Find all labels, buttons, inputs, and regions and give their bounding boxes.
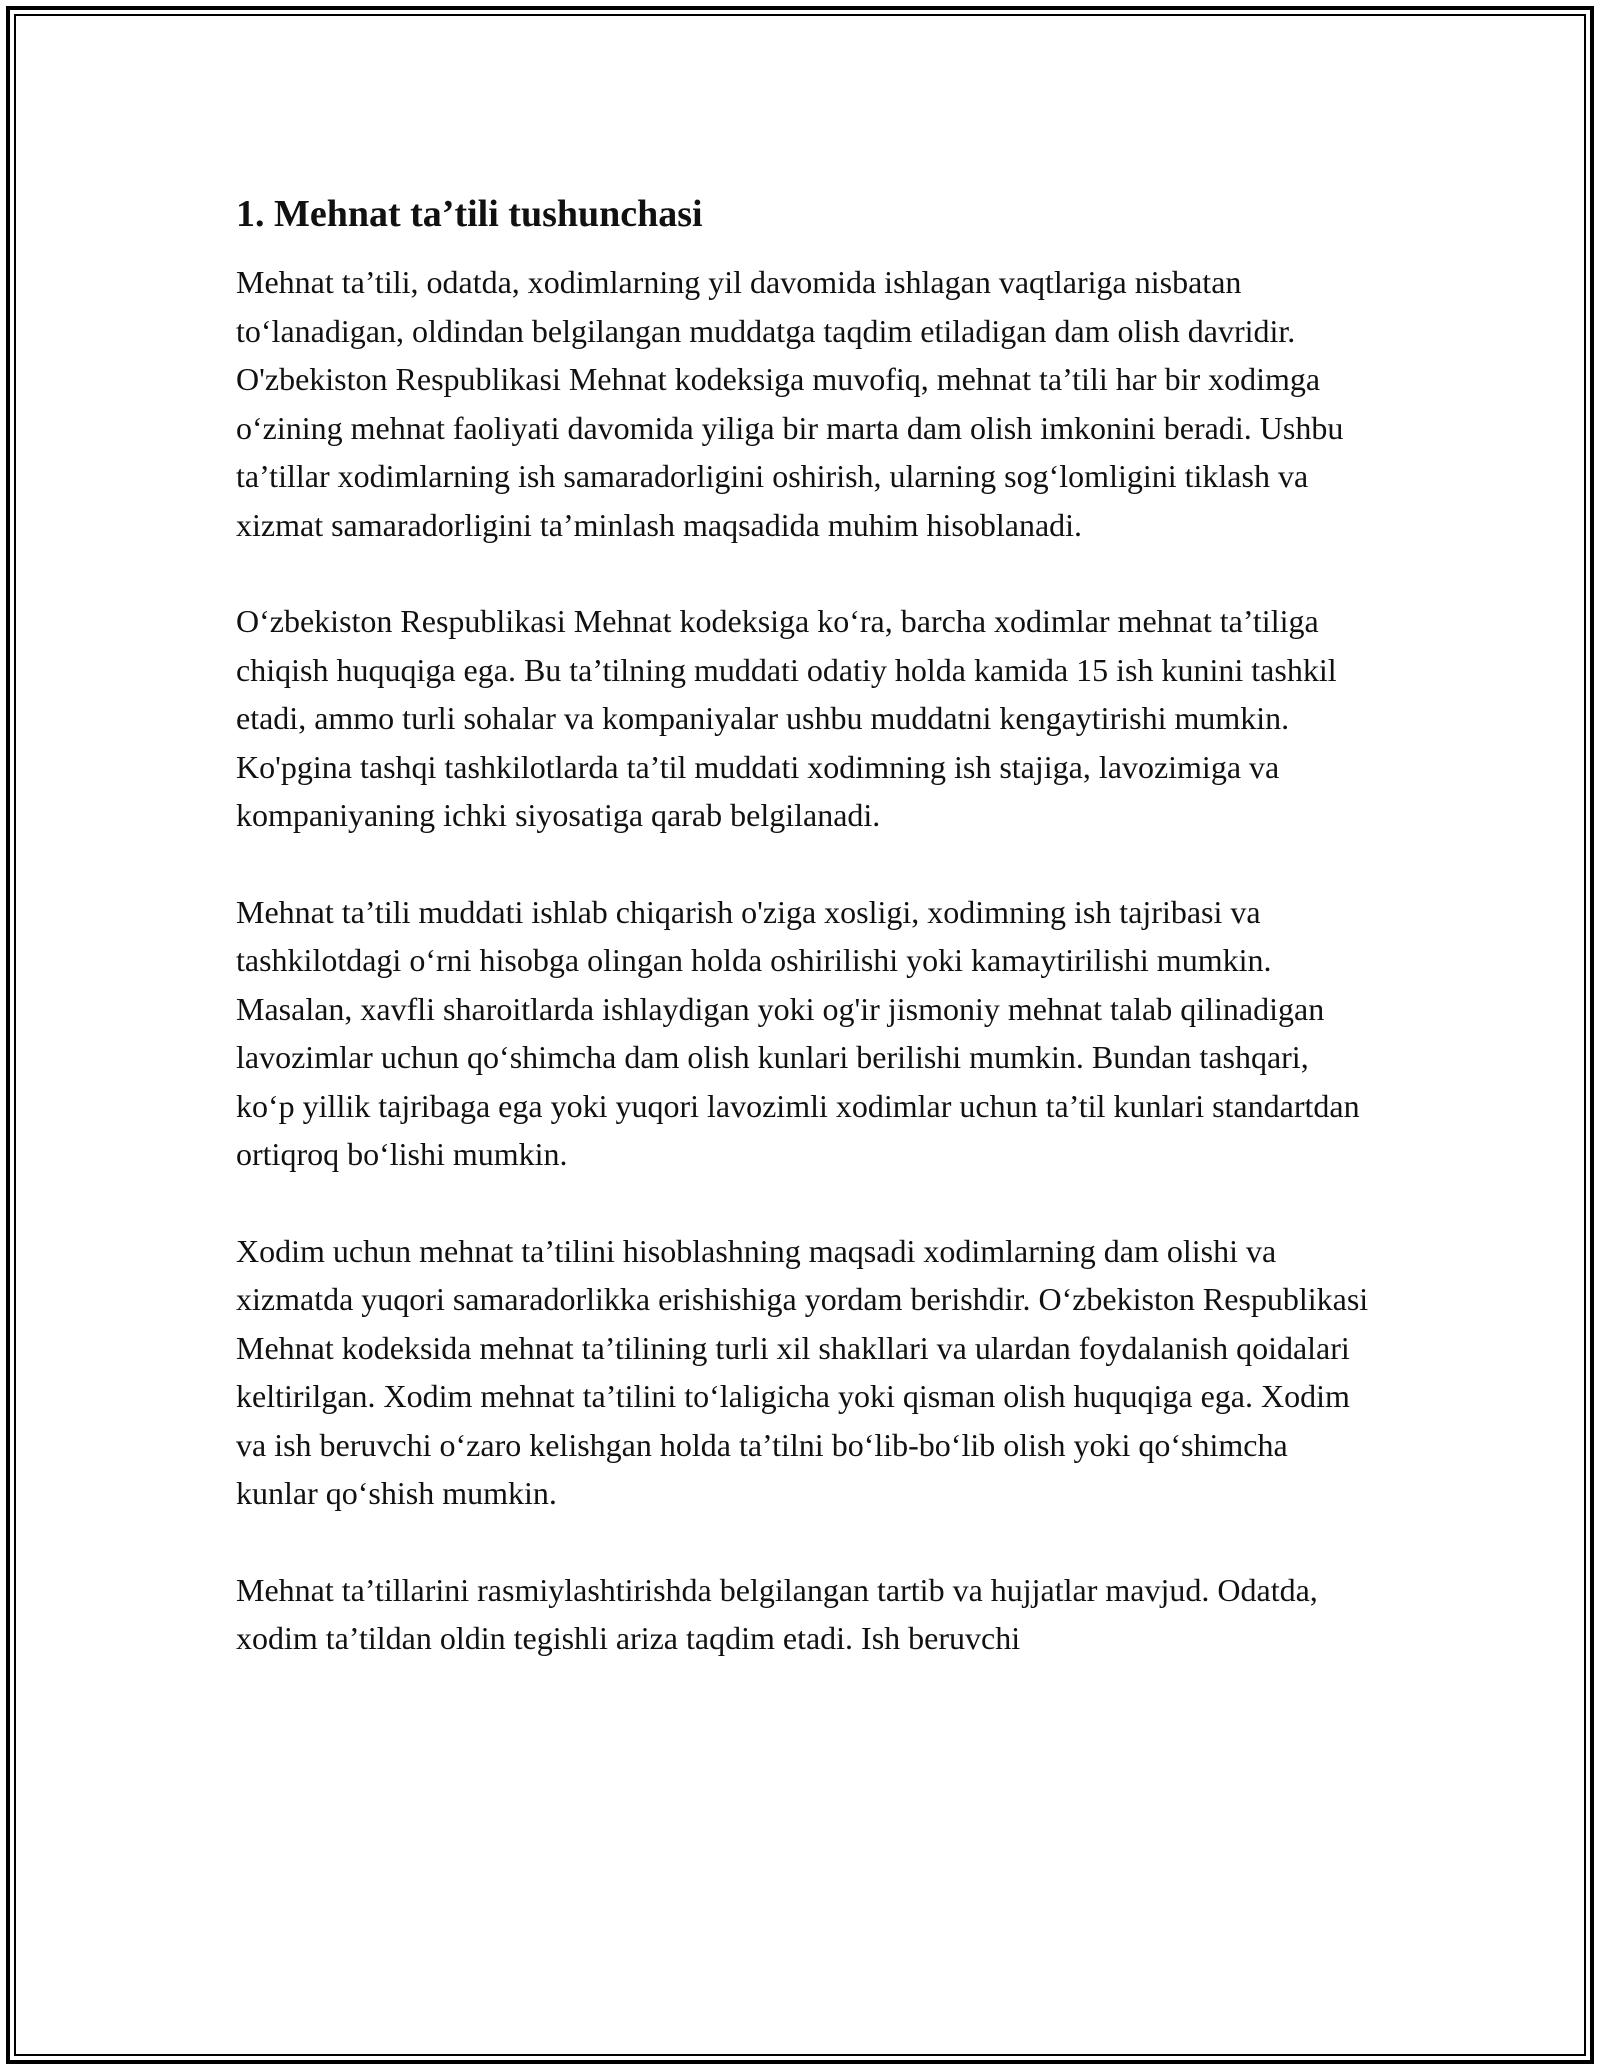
paragraph-2: O‘zbekiston Respublikasi Mehnat kodeksiga ko‘ra, barcha xodimlar mehnat ta’tiliga chiqish huquqiga ega. Bu ta’tilning muddati odatiy holda kamida 15 ish kunini tashkil etadi, ammo turli sohalar va kompaniyalar ushbu muddatni kengaytirishi mumkin. Ko'pgina tashqi tashkilotlarda ta’til muddati xodimning ish stajiga, lavozimiga va kompaniyaning ichki siyosatiga qarab belgilanadi. xyxy=(236,603,1337,833)
paragraph-1: Mehnat ta’tili, odatda, xodimlarning yil davomida ishlagan vaqtlariga nisbatan to‘lanadigan, oldindan belgilangan muddatga taqdim etiladigan dam olish davridir. O'zbekiston Respublikasi Mehnat kodeksiga muvofiq, mehnat ta’tili har bir xodimga o‘zining mehnat faoliyati davomida yiliga bir marta dam olish imkonini beradi. Ushbu ta’tillar xodimlarning ish samaradorligini oshirish, ularning sog‘lomligini tiklash va xizmat samaradorligini ta’minlash maqsadida muhim hisoblanadi. xyxy=(236,264,1344,543)
document-body xyxy=(236,188,1371,1663)
paragraph-4: Xodim uchun mehnat ta’tilini hisoblashning maqsadi xodimlarning dam olishi va xizmatda yuqori samaradorlikka erishishiga yordam berishdir. O‘zbekiston Respublikasi Mehnat kodeksida mehnat ta’tilining turli xil shakllari va ulardan foydalanish qoidalari keltirilgan. Xodim mehnat ta’tilini to‘laligicha yoki qisman olish huquqiga ega. Xodim va ish beruvchi o‘zaro kelishgan holda ta’tilni bo‘lib-bo‘lib olish yoki qo‘shimcha kunlar qo‘shish mumkin. xyxy=(236,1232,1369,1511)
section-heading: 1. Mehnat ta’tili tushunchasi xyxy=(236,193,703,235)
paragraph-5: Mehnat ta’tillarini rasmiylashtirishda belgilangan tartib va hujjatlar mavjud. Odatda, xodim ta’tildan oldin tegishli ariza taqdim etadi. Ish beruvchi xyxy=(236,1571,1318,1656)
paragraph-3: Mehnat ta’tili muddati ishlab chiqarish o'ziga xosligi, xodimning ish tajribasi va tashkilotdagi o‘rni hisobga olingan holda oshirilishi yoki kamaytirilishi mumkin. Masalan, xavfli sharoitlarda ishlaydigan yoki og'ir jismoniy mehnat talab qilinadigan lavozimlar uchun qo‘shimcha dam olish kunlari berilishi mumkin. Bundan tashqari, ko‘p yillik tajribaga ega yoki yuqori lavozimli xodimlar uchun ta’til kunlari standartdan ortiqroq bo‘lishi mumkin. xyxy=(236,893,1360,1172)
